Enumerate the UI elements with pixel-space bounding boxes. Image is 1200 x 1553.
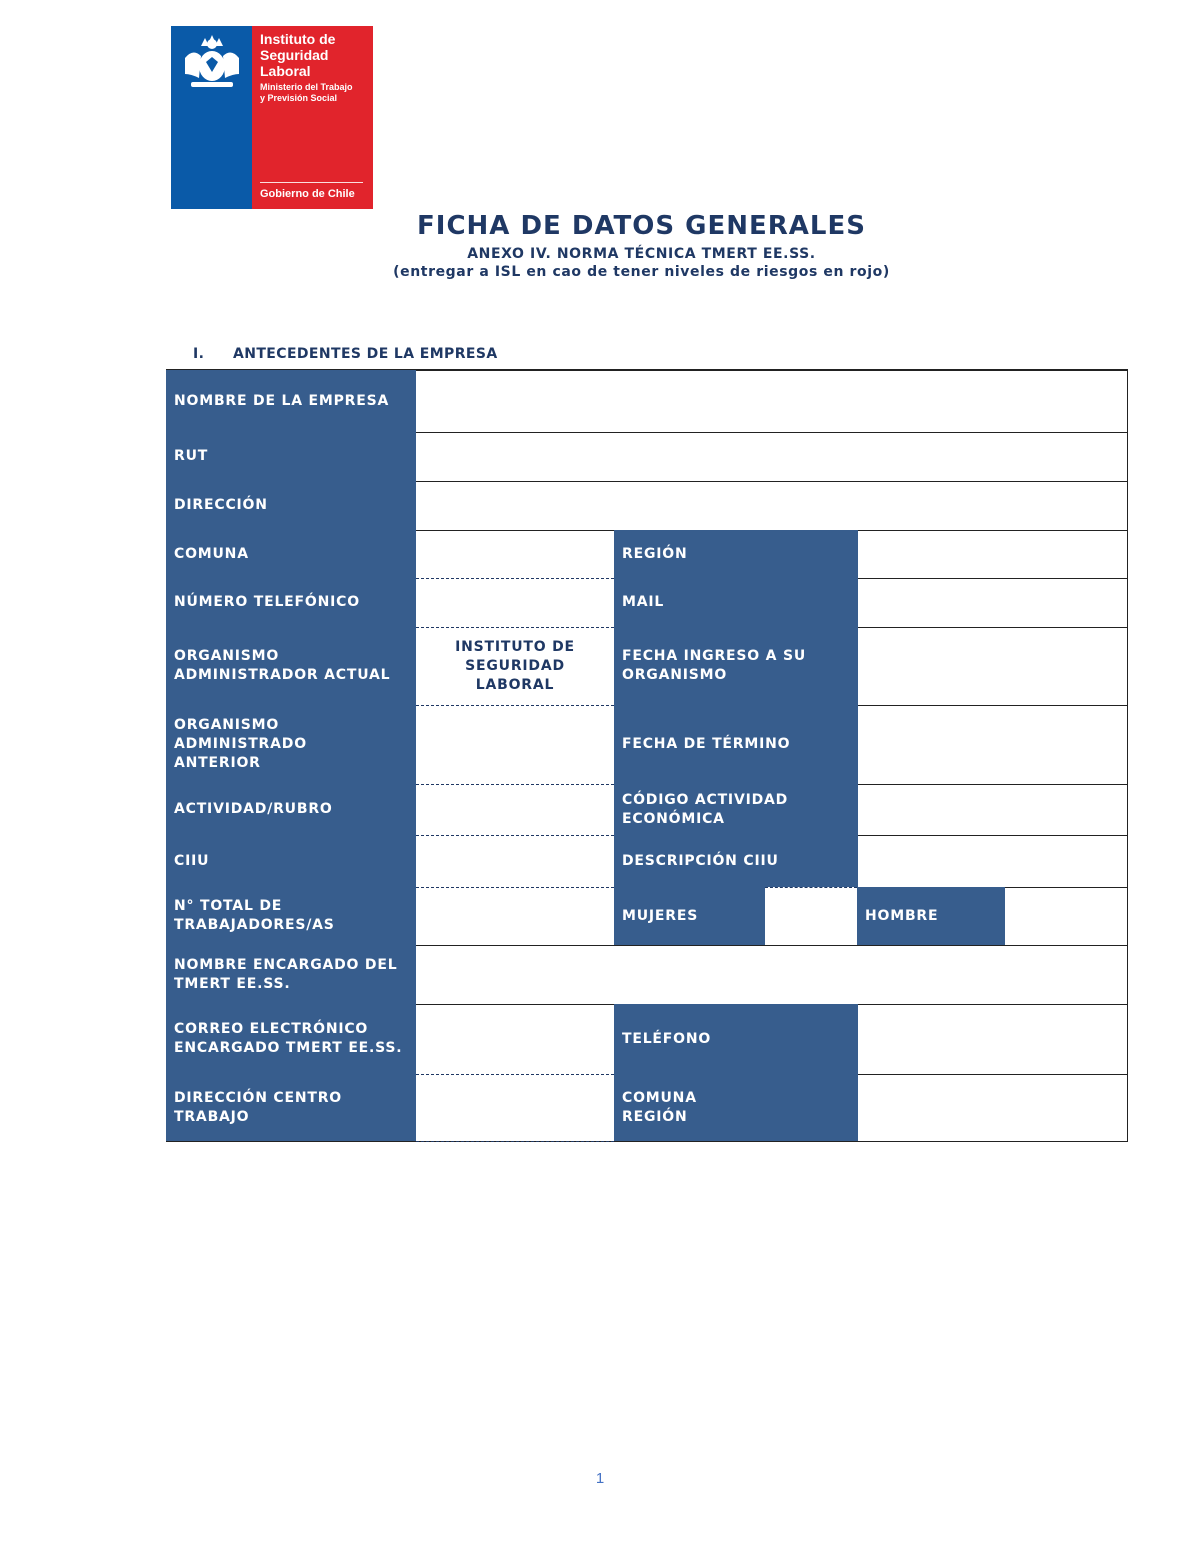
page-number: 1 <box>595 1470 605 1487</box>
label-encargado: NOMBRE ENCARGADO DEL TMERT EE.SS. <box>166 945 416 1004</box>
logo-red-panel <box>252 26 373 209</box>
input-hombre[interactable] <box>1005 887 1128 945</box>
label-fecha-ingreso: FECHA INGRESO A SU ORGANISMO <box>614 627 858 705</box>
input-mail[interactable] <box>858 578 1128 627</box>
label-hombre: HOMBRE <box>857 887 1005 945</box>
input-fecha-termino[interactable] <box>858 705 1128 784</box>
label-actividad: ACTIVIDAD/RUBRO <box>166 784 416 835</box>
label-comuna-region: COMUNA REGIÓN <box>614 1074 858 1141</box>
input-direccion[interactable] <box>416 481 1128 530</box>
label-total-trabajadores: N° TOTAL DE TRABAJADORES/AS <box>166 887 416 945</box>
label-mail: MAIL <box>614 578 858 627</box>
label-telefono: NÚMERO TELEFÓNICO <box>166 578 416 627</box>
section-title: ANTECEDENTES DE LA EMPRESA <box>233 346 498 362</box>
table-bottom-rule <box>166 1141 1128 1142</box>
input-encargado[interactable] <box>416 945 1128 1004</box>
input-comuna[interactable] <box>416 530 614 578</box>
input-organismo-anterior[interactable] <box>416 705 614 784</box>
input-total-trabajadores[interactable] <box>416 887 614 945</box>
table-top-rule <box>166 369 1128 370</box>
input-mujeres[interactable] <box>765 887 857 945</box>
isl-logo <box>171 26 373 209</box>
table-right-rule <box>1127 369 1128 1142</box>
input-direccion-centro[interactable] <box>416 1074 614 1141</box>
label-organismo-anterior: ORGANISMO ADMINISTRADO ANTERIOR <box>166 705 416 784</box>
logo-institute-line3: Laboral <box>260 63 311 79</box>
coat-of-arms-icon <box>179 32 245 92</box>
input-rut[interactable] <box>416 432 1128 481</box>
label-nombre-empresa: NOMBRE DE LA EMPRESA <box>166 370 416 432</box>
value-organismo-actual[interactable]: INSTITUTO DE SEGURIDAD LABORAL <box>416 627 614 705</box>
input-telefono-encargado[interactable] <box>858 1004 1128 1074</box>
label-mujeres: MUJERES <box>614 887 765 945</box>
logo-ministry-line1: Ministerio del Trabajo <box>260 82 353 92</box>
page-subtitle <box>0 245 1200 281</box>
input-comuna-region[interactable] <box>858 1074 1128 1141</box>
input-descripcion-ciiu[interactable] <box>858 835 1128 887</box>
label-fecha-termino: FECHA DE TÉRMINO <box>614 705 858 784</box>
input-ciiu[interactable] <box>416 835 614 887</box>
label-descripcion-ciiu: DESCRIPCIÓN CIIU <box>614 835 858 887</box>
label-direccion: DIRECCIÓN <box>166 481 416 530</box>
logo-institute-line2: Seguridad <box>260 47 329 63</box>
input-region[interactable] <box>858 530 1128 578</box>
label-comuna: COMUNA <box>166 530 416 578</box>
label-correo-encargado: CORREO ELECTRÓNICO ENCARGADO TMERT EE.SS. <box>166 1004 416 1074</box>
page-title: FICHA DE DATOS GENERALES <box>417 211 866 241</box>
subtitle-line2: (entregar a ISL en cao de tener niveles de riesgos en rojo) <box>393 264 890 280</box>
label-ciiu: CIIU <box>166 835 416 887</box>
label-direccion-centro: DIRECCIÓN CENTRO TRABAJO <box>166 1074 416 1141</box>
logo-blue-panel <box>171 26 252 209</box>
section-number: I. <box>193 346 205 362</box>
section-heading <box>193 346 498 362</box>
input-nombre-empresa[interactable] <box>416 370 1128 432</box>
logo-ministry-line2: y Previsión Social <box>260 93 338 103</box>
logo-government: Gobierno de Chile <box>260 188 355 200</box>
table-bottom-dashed <box>416 1141 614 1142</box>
label-telefono-encargado: TELÉFONO <box>614 1004 858 1074</box>
label-codigo-actividad: CÓDIGO ACTIVIDAD ECONÓMICA <box>614 784 858 835</box>
logo-institute-line1: Instituto de <box>260 31 336 47</box>
input-codigo-actividad[interactable] <box>858 784 1128 835</box>
label-rut: RUT <box>166 432 416 481</box>
subtitle-line1: ANEXO IV. NORMA TÉCNICA TMERT EE.SS. <box>467 246 816 262</box>
input-telefono[interactable] <box>416 578 614 627</box>
input-fecha-ingreso[interactable] <box>858 627 1128 705</box>
input-correo-encargado[interactable] <box>416 1004 614 1074</box>
label-organismo-actual: ORGANISMO ADMINISTRADOR ACTUAL <box>166 627 416 705</box>
logo-divider <box>260 182 363 183</box>
input-actividad[interactable] <box>416 784 614 835</box>
label-region: REGIÓN <box>614 530 858 578</box>
